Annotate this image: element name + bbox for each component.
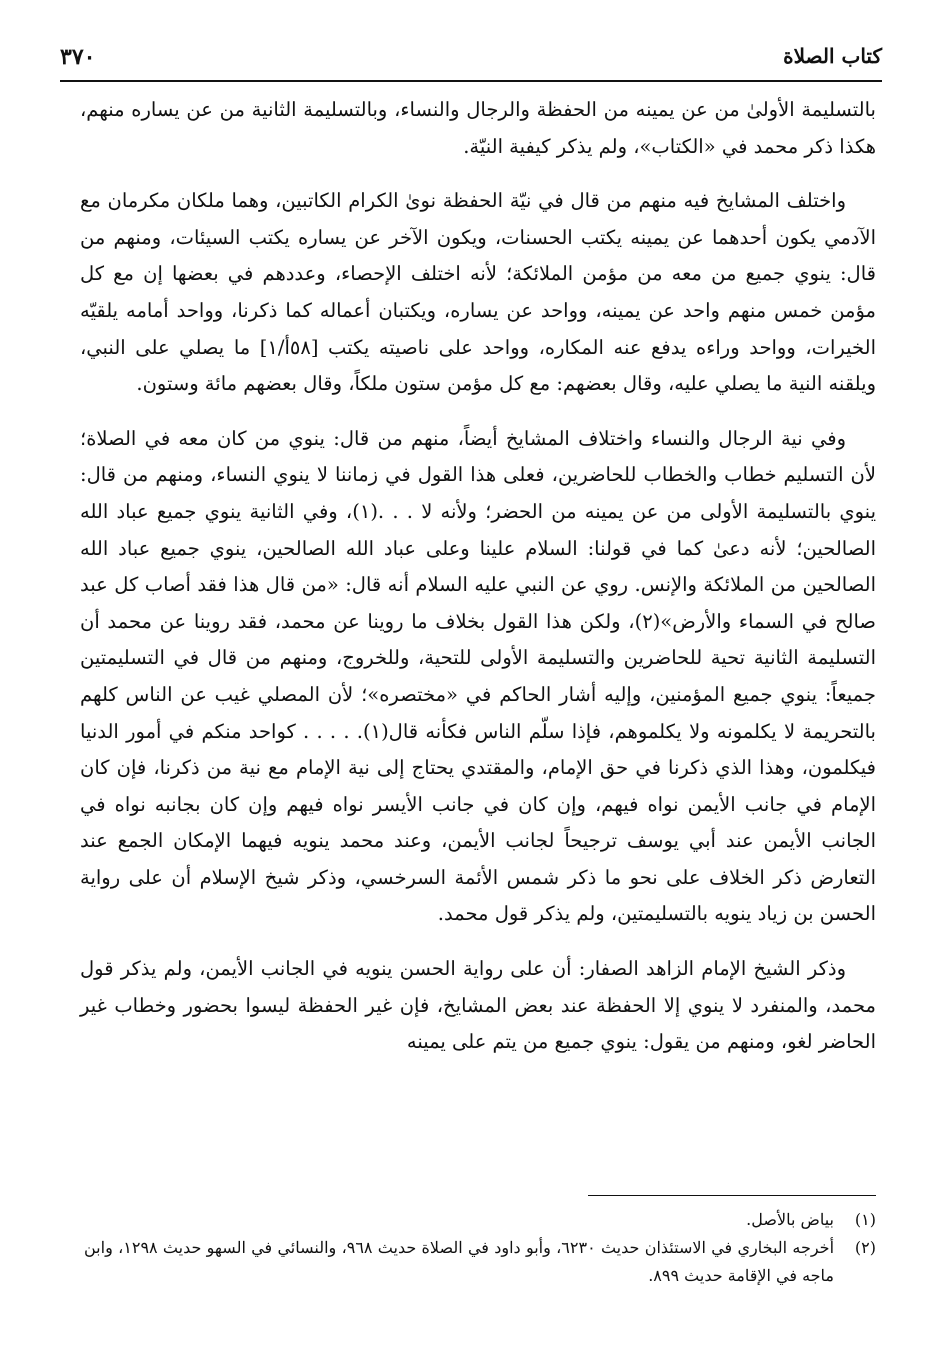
page-number: ٣٧٠ — [60, 44, 96, 70]
footnote-number: (٢) — [854, 1238, 876, 1257]
footnotes — [84, 1206, 876, 1290]
main-text — [80, 92, 876, 1061]
footnote-divider — [588, 1195, 876, 1196]
footnote-text: بياض بالأصل. — [746, 1210, 834, 1229]
running-title: كتاب الصلاة — [783, 44, 882, 68]
footnote-text: أخرجه البخاري في الاستئذان حديث ٦٢٣٠، وأبو داود في الصلاة حديث ٩٦٨، والنسائي في السهو حديث ١٢٩٨، وابن ماجه في الإقامة حديث ٨٩٩. — [84, 1238, 835, 1285]
paragraph: واختلف المشايخ فيه منهم من قال في نيّة الحفظة نوىٰ الكرام الكاتبين، وهما ملكان مكرمان مع الآدمي يكون أحدهما عن يمينه يكتب الحسنات، ويكون الآخر عن يساره يكتب السيئات، ومنهم من قال: ينوي جميع من معه من مؤمن الملائكة؛ لأنه اختلف الإحصاء، وعددهم في بعضها إن مع كل مؤمن خمس منهم واحد عن يمينه، وواحد عن يساره، ويكتبان أعماله كما ذكرنا، وواحد أمامه يلقيّه الخيرات، وواحد وراءه يدفع عنه المكاره، وواحد على ناصيته يكتب [٥٨أ/١] ما يصلي على النبي، ويلقنه النية ما يصلي عليه، وقال بعضهم: مع كل مؤمن ستون ملكاً، وقال بعضهم مائة وستون. — [80, 189, 876, 396]
footnote-number: (١) — [854, 1210, 876, 1229]
footnote-item — [84, 1234, 876, 1290]
header-divider — [60, 80, 882, 82]
paragraph: بالتسليمة الأولىٰ من عن يمينه من الحفظة والرجال والنساء، وبالتسليمة الثانية من عن يساره منهم، هكذا ذكر محمد في «الكتاب»، ولم يذكر كيفية النيّة. — [80, 98, 876, 158]
page-header — [60, 40, 882, 76]
paragraph: وذكر الشيخ الإمام الزاهد الصفار: أن على رواية الحسن ينويه في الجانب الأيمن، ولم يذكر قول محمد، والمنفرد لا ينوي إلا الحفظة عند بعض المشايخ، فإن غير الحفظة ليسوا بحضور وخطاب غير الحاضر لغو، ومنهم من يقول: ينوي جميع من يتم على يمينه — [80, 957, 876, 1054]
footnote-item — [84, 1206, 876, 1234]
paragraph: وفي نية الرجال والنساء واختلاف المشايخ أيضاً، منهم من قال: ينوي من كان معه في الصلاة؛ لأن التسليم خطاب والخطاب للحاضرين، فعلى هذا القول في زماننا لا ينوي النساء، ومنهم من قال: ينوي بالتسليمة الأولى من عن يمينه من الحضر؛ ولأنه لا . . .(١)، وفي الثانية ينوي جميع عباد الله الصالحين؛ لأنه دعىٰ كما في قولنا: السلام علينا وعلى عباد الله الصالحين، ينوي جميع عباد الله الصالحين من الملائكة والإنس. روي عن النبي عليه السلام أنه قال: «من قال هذا فقد أصاب كل عبد صالح في السماء والأرض»(٢)، ولكن هذا القول بخلاف ما روينا عن محمد، فقد روينا عن محمد أن التسليمة الثانية تحية للحاضرين والتسليمة الأولى للتحية، وللخروج، ومنهم من قال في التسليمتين جميعاً: ينوي جميع المؤمنين، وإليه أشار الحاكم في «مختصره»؛ لأن المصلي غيب عن الناس كلهم بالتحريمة لا يكلمونه ولا يكلموهم، فإذا سلّم الناس فكأنه قال(١). . . . . كواحد منكم في أمور الدنيا فيكلمون، وهذا الذي ذكرنا في حق الإمام، والمقتدي يحتاج إلى نية الإمام مع نية من ذكرنا، فإن كان الإمام في جانب الأيمن نواه فيهم، وإن كان في جانب الأيسر نواه فيهم وإن كان بجانبه نواه في الجانب الأيمن عند أبي يوسف ترجيحاً لجانب الأيمن، وعند محمد ينويه فيهما الإمكان الجمع عند التعارض ذكر الخلاف على نحو ما ذكر شمس الأئمة السرخسي، وذكر شيخ الإسلام أن على رواية الحسن بن زياد ينويه بالتسليمتين، ولم يذكر قول محمد. — [80, 426, 876, 926]
